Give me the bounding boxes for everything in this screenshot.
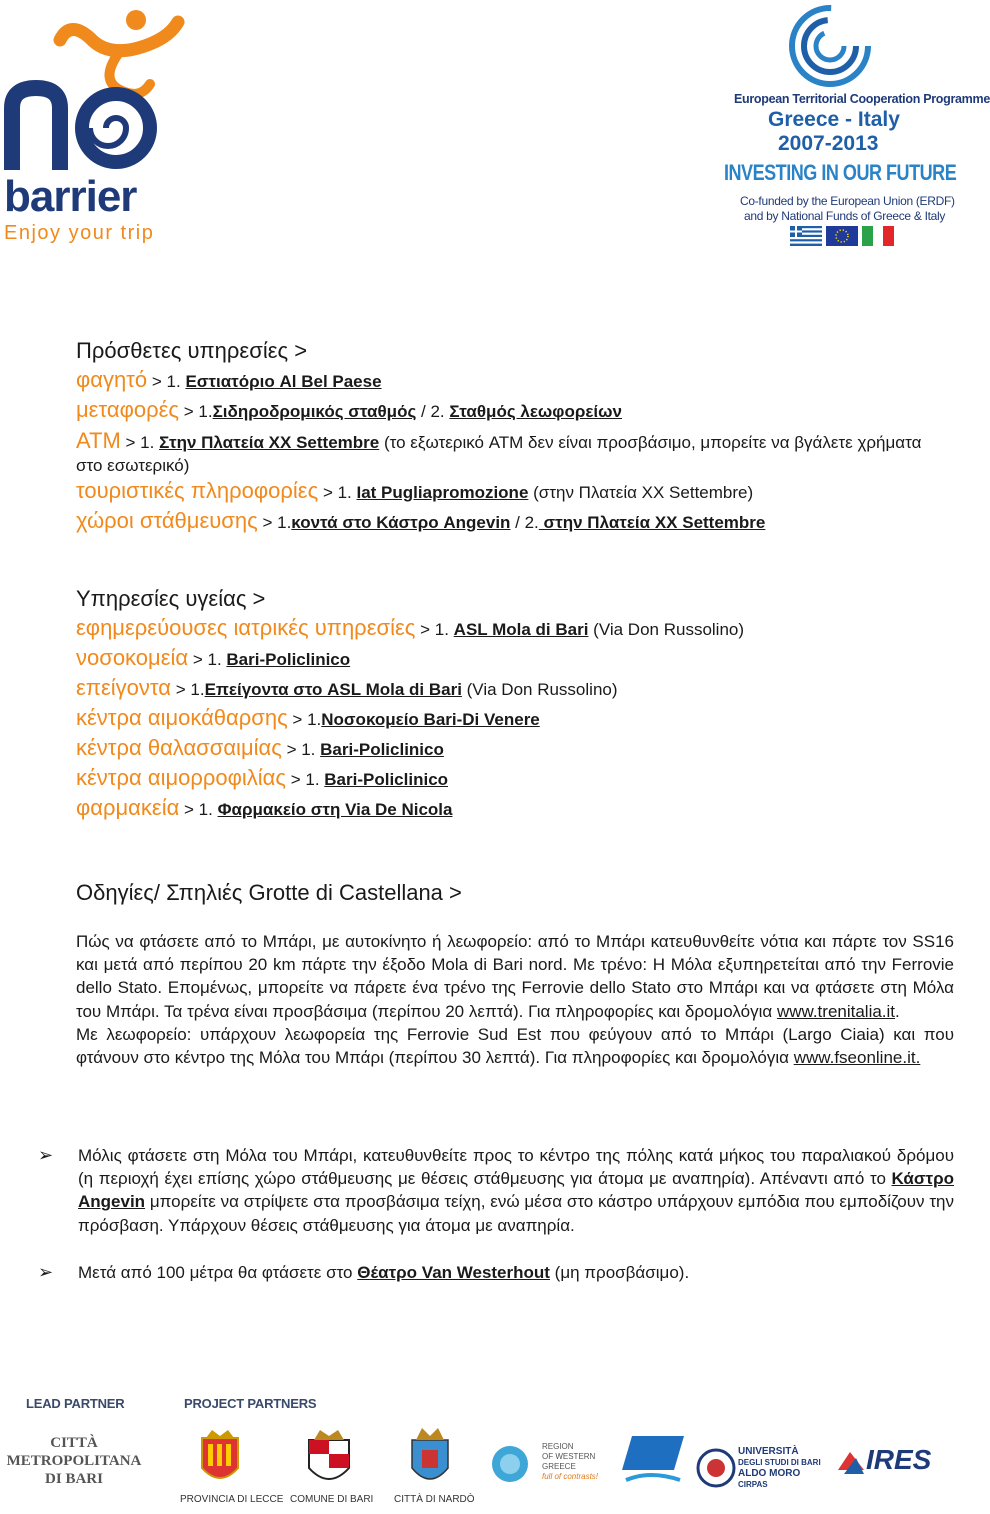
citta-metropolitana-logo bbox=[6, 1434, 142, 1488]
paragraph-text: Με λεωφορείο: υπάρχουν λεωφορεία της Ferrovie Sud Est που φεύγουν από το Μπάρι (Largo Ciaia) και που φτάνουν στο κέντρο της Μόλα του Μπάρι (περίπου 30 λεπτά). Για πληροφορίες και δρομολόγια bbox=[76, 1024, 954, 1068]
nardo-label: CITTÀ DI NARDÒ bbox=[394, 1494, 475, 1505]
separator: > 1. bbox=[188, 650, 227, 669]
category-label: κέντρα αιμοκάθαρσης bbox=[76, 705, 288, 730]
logo-text: UNIVERSITÀ bbox=[738, 1446, 799, 1457]
bari-crest-icon bbox=[304, 1430, 354, 1490]
service-link[interactable]: Φαρμακείο στη Via De Nicola bbox=[217, 800, 453, 819]
programme-slogan: INVESTING IN OUR FUTURE bbox=[724, 160, 957, 185]
separator: > 1. bbox=[281, 740, 321, 759]
separator: > 1. bbox=[179, 402, 213, 421]
service-link[interactable]: Bari-Policlinico bbox=[324, 770, 449, 789]
health-row-hospitals bbox=[76, 644, 946, 674]
logo-text: CITTÀ bbox=[50, 1435, 98, 1451]
service-row-transport bbox=[76, 396, 946, 426]
separator: > 1. bbox=[415, 620, 454, 639]
section-title: Πρόσθετες υπηρεσίες > bbox=[76, 338, 308, 363]
logo-text: DI BARI bbox=[45, 1471, 103, 1487]
directions-bullets bbox=[38, 1144, 954, 1308]
paragraph-text: Πώς να φτάσετε από το Μπάρι, με αυτοκίνητο ή λεωφορείο: από το Μπάρι κατευθυνθείτε νότια και πάρτε τον SS16 και μετά από περίπου 20 km πάρτε την έξοδο Mola di Bari nord. Με τρένο: Η Μόλα εξυπηρετείται από την Ferrovie dello Stato. Επομένως, μπορείτε να πάρετε ένα τρένο της Ferrovie dello Stato στο Μπάρι και να φτάσετε στη Μόλα του Μπάρι. Τα τρένα είναι προσβάσιμα (περίπου 20 λεπτά). Για πληροφορίες και δρομολόγια bbox=[76, 932, 954, 1021]
no-barrier-logo bbox=[0, 0, 200, 250]
service-link[interactable]: Bari-Policlinico bbox=[320, 740, 444, 759]
service-link[interactable]: Bari-Policlinico bbox=[226, 650, 351, 669]
lecce-label: PROVINCIA DI LECCE bbox=[180, 1494, 284, 1505]
western-greece-text bbox=[542, 1442, 598, 1482]
bullet-text bbox=[78, 1261, 954, 1284]
service-row-tourist-info bbox=[76, 477, 946, 507]
logo-text: REGION bbox=[542, 1442, 574, 1451]
lead-partner-label: LEAD PARTNER bbox=[26, 1396, 125, 1411]
separator: > 1. bbox=[257, 513, 292, 532]
service-note: (το εξωτερικό ATM δεν είναι προσβάσιμο, μπορείτε να βγάλετε χρήματα στο εσωτερικό) bbox=[76, 433, 922, 475]
no-barrier-wordmark: barrier bbox=[4, 172, 137, 221]
service-link[interactable]: στην Πλατεία XX Settembre bbox=[538, 513, 766, 532]
service-note: (στην Πλατεία XX Settembre) bbox=[528, 483, 754, 502]
category-label: κέντρα αιμορροφιλίας bbox=[76, 765, 286, 790]
service-row-atm bbox=[76, 426, 946, 477]
programme-funding-2: and by National Funds of Greece & Italy bbox=[744, 209, 946, 223]
category-label: χώροι στάθμευσης bbox=[76, 508, 258, 533]
health-row-dialysis bbox=[76, 704, 946, 734]
logo-text: GREECE bbox=[542, 1462, 576, 1471]
service-link[interactable]: Σιδηροδρομικός σταθμός bbox=[212, 402, 417, 421]
service-note: (Via Don Russolino) bbox=[588, 620, 745, 639]
category-label: φαρμακεία bbox=[76, 795, 180, 820]
theatre-link[interactable]: Θέατρο Van Westerhout bbox=[357, 1262, 550, 1282]
service-row-parking bbox=[76, 507, 946, 537]
programme-years: 2007-2013 bbox=[778, 132, 879, 155]
directions-paragraph bbox=[76, 930, 954, 1069]
logo-text: OF WESTERN bbox=[542, 1452, 596, 1461]
fseonline-link[interactable]: www.fseonline.it. bbox=[793, 1048, 921, 1068]
health-row-duty-doctors bbox=[76, 614, 946, 644]
health-services-section bbox=[76, 584, 946, 824]
western-greece-emblem-icon bbox=[488, 1444, 536, 1484]
service-link[interactable]: Επείγοντα στο ASL Mola di Bari bbox=[204, 680, 462, 699]
separator: > 1. bbox=[147, 372, 186, 391]
service-link[interactable]: Νοσοκομείο Bari-Di Venere bbox=[321, 710, 540, 729]
khan-islands-emblem-icon bbox=[620, 1430, 686, 1490]
health-row-emergency bbox=[76, 674, 946, 704]
greece-flag-icon bbox=[790, 226, 822, 246]
service-link[interactable]: Στην Πλατεία XX Settembre bbox=[159, 433, 380, 452]
health-row-thalassemia bbox=[76, 734, 946, 764]
category-label: εφημερεύουσες ιατρικές υπηρεσίες bbox=[76, 615, 416, 640]
category-label: μεταφορές bbox=[76, 397, 180, 422]
bullet-item bbox=[38, 1261, 954, 1284]
university-text bbox=[738, 1446, 821, 1490]
service-note: (Via Don Russolino) bbox=[461, 680, 618, 699]
partners-footer bbox=[0, 1390, 960, 1514]
programme-funding-1: Co-funded by the European Union (ERDF) bbox=[740, 194, 955, 208]
logo-text: full of contrasts! bbox=[542, 1472, 599, 1481]
ires-text: IRES bbox=[866, 1444, 932, 1475]
no-barrier-tagline: Enjoy your trip bbox=[4, 222, 155, 244]
separator: / 2. bbox=[416, 402, 450, 421]
castle-link[interactable]: Κάστρο Angevin bbox=[78, 1169, 954, 1212]
separator: > 1. bbox=[318, 483, 357, 502]
italy-flag-icon bbox=[862, 226, 894, 246]
bullet-text bbox=[78, 1144, 954, 1237]
service-link[interactable]: Σταθμός λεωφορείων bbox=[449, 402, 622, 421]
bullet-text-part: Μετά από 100 μέτρα θα φτάσετε στο bbox=[78, 1262, 358, 1282]
eu-flag-icon bbox=[826, 226, 858, 246]
bullet-text-part: Μόλις φτάσετε στη Μόλα του Μπάρι, κατευθυνθείτε προς το κέντρο της πόλης κατά μήκος του παραλιακού δρόμου (η περιοχή έχει επίσης χώρο στάθμευσης με θέσεις στάθμευσης για άτομα με αναπηρία). Απέναντι από το bbox=[78, 1146, 954, 1189]
bari-label: COMUNE DI BARI bbox=[290, 1494, 374, 1505]
trenitalia-link[interactable]: www.trenitalia.it bbox=[776, 1001, 896, 1021]
lecce-crest-icon bbox=[198, 1430, 242, 1490]
programme-name: European Territorial Cooperation Programme bbox=[734, 92, 990, 106]
logo-text: ALDO MORO bbox=[738, 1468, 801, 1479]
bullet-text-part: μπορείτε να στρίψετε στα προσβάσιμα τείχη, ενώ μέσα στο κάστρο υπάρχουν εμπόδια που εμποδίζουν την πρόσβαση. Υπάρχουν θέσεις στάθμευσης για άτομα με αναπηρία. bbox=[78, 1192, 954, 1235]
nardo-crest-icon bbox=[408, 1426, 452, 1490]
logo-text: CIRPAS bbox=[738, 1480, 768, 1489]
arrow-bullet-icon: ➢ bbox=[38, 1261, 54, 1282]
category-label: κέντρα θαλασσαιμίας bbox=[76, 735, 282, 760]
category-label: επείγοντα bbox=[76, 675, 172, 700]
service-link[interactable]: ASL Mola di Bari bbox=[453, 620, 589, 639]
programme-countries: Greece - Italy bbox=[768, 108, 900, 131]
separator: > 1. bbox=[179, 800, 218, 819]
flags-row bbox=[790, 226, 894, 246]
service-row-food bbox=[76, 366, 946, 396]
greece-italy-programme-logo bbox=[720, 4, 990, 254]
category-label: νοσοκομεία bbox=[76, 645, 189, 670]
arrow-bullet-icon: ➢ bbox=[38, 1145, 54, 1165]
bullet-text-part: (μη προσβάσιμο). bbox=[549, 1262, 690, 1282]
additional-services-section bbox=[76, 336, 946, 537]
service-link[interactable]: κοντά στο Κάστρο Angevin bbox=[291, 513, 511, 532]
logo-text: DEGLI STUDI DI BARI bbox=[738, 1458, 821, 1467]
section-title: Υπηρεσίες υγείας > bbox=[76, 586, 266, 611]
section-title: Οδηγίες/ Σπηλιές Grotte di Castellana > bbox=[76, 880, 462, 905]
swirl-emblem-icon bbox=[780, 4, 880, 94]
logo-text: METROPOLITANA bbox=[6, 1453, 142, 1469]
health-row-pharmacy bbox=[76, 794, 946, 824]
separator: / 2. bbox=[510, 513, 539, 532]
bullet-item bbox=[38, 1144, 954, 1237]
service-link[interactable]: Iat Pugliapromozione bbox=[356, 483, 529, 502]
service-link[interactable]: Εστιατόριο Al Bel Paese bbox=[185, 372, 382, 391]
paragraph-text: . bbox=[895, 1001, 900, 1021]
separator: > 1. bbox=[120, 433, 160, 452]
health-row-hemophilia bbox=[76, 764, 946, 794]
directions-section bbox=[76, 878, 954, 1069]
ires-emblem-icon bbox=[836, 1448, 866, 1478]
project-partners-label: PROJECT PARTNERS bbox=[184, 1396, 317, 1411]
category-label: φαγητό bbox=[76, 367, 148, 392]
separator: > 1. bbox=[171, 680, 205, 699]
category-label: τουριστικές πληροφορίες bbox=[76, 478, 319, 503]
university-seal-icon bbox=[696, 1448, 736, 1488]
category-label: ATM bbox=[76, 428, 121, 453]
separator: > 1. bbox=[287, 710, 322, 729]
separator: > 1. bbox=[286, 770, 325, 789]
